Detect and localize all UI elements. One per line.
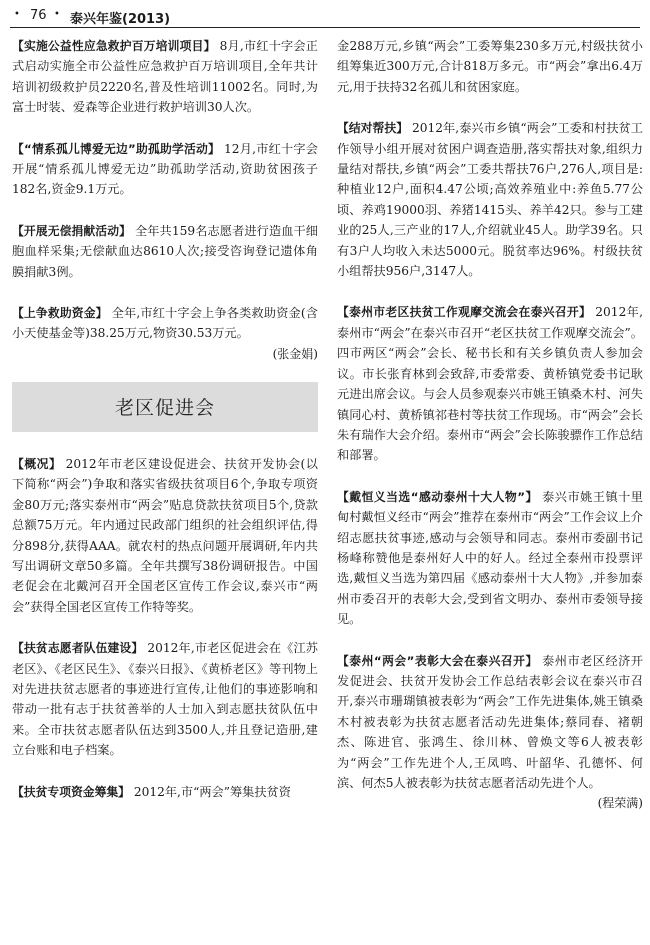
right-column [337,36,643,814]
left-column [12,36,318,823]
bullet-dot: • [54,9,60,20]
entry-body: 2012年,市老区促进会在《江苏老区》、《老区民生》、《泰兴日报》、《黄桥老区》等刊物上对先进扶贫志愿者的事迹进行宣传,让他们的事迹影响和带动一批有志于扶贫善举的人士加入到志愿扶贫队伍中来。全市扶贫志愿者队伍达到3500人,并且登记造册,建立台账和电子档案。 [12,641,318,758]
entry-touching-taizhou [337,487,643,630]
entry-body: 金288万元,乡镇“两会”工委筹集230多万元,村级扶贫小组筹集近300万元,合计818万多元。市“两会”拿出6.4万元,用于扶持32名孤儿和贫困家庭。 [337,39,643,94]
header-rule [10,27,640,28]
entry-commendation-meeting [337,651,643,811]
entry-overview [12,454,318,617]
entry-orphan-aid [12,139,318,200]
entry-body: 8月,市红十字会正式启动实施全市公益性应急救护百万培训项目,全年共计培训初级救护员2220名,普及性培训11002名。同时,为富士时装、爱森等企业进行救护培训30人次。 [12,39,318,115]
bullet-dot: • [14,9,20,20]
entry-body: 全年,市红十字会上争各类救助资金(含小天使基金等)38.25万元,物资30.53万元。 [12,306,318,341]
section-banner [12,382,318,432]
page-header [0,0,650,30]
author-signature: (张金娟) [272,346,318,361]
entry-observation-meeting [337,302,643,465]
page-number: 76 [30,8,47,23]
entry-title: 【扶贫专项资金筹集】 [12,784,130,799]
entry-body: 2012年市老区建设促进会、扶贫开发协会(以下简称“两会”)争取和落实省级扶贫项目6个,争取专项资金80万元;落实泰州市“两会”贴息贷款扶贫项目5个,贷款总额75万元。年内通过民政部门组织的社会组织评估,得分898分,获得AAA。就农村的热点问题开展调研,年内共写出调研文章50多篇。全年共撰写38份调研报告。中国老促会在北戴河召开全国老区宣传工作会议,泰兴市“两会”获得全国老区宣传工作特等奖。 [12,456,318,614]
entry-relief-funds [12,303,318,344]
entry-title: 【“情系孤儿博爱无边”助孤助学活动】 [12,141,220,156]
entry-body: 全年共159名志愿者进行造血干细胞血样采集;无偿献血达8610人次;接受咨询登记遗体角膜捐献3例。 [12,223,318,279]
section-title: 老区促进会 [114,397,215,420]
entry-body: 泰兴市姚王镇十里甸村戴恒义经市“两会”推荐在泰州市“两会”工作会议上介绍志愿扶贫事迹,感动与会领导和同志。泰州市委副书记杨峰称赞他是泰州好人中的好人。经过全泰州市投票评选,戴恒义当选为第四届《感动泰州十大人物》,并参加泰州市委召开的表彰大会,受到省文明办、泰州市委领导接见。 [337,489,643,627]
entry-body: 2012年,泰州市“两会”在泰兴市召开“老区扶贫工作观摩交流会”。四市两区“两会”会长、秘书长和有关乡镇负责人参加会议。市长张育林到会致辞,市委常委、黄桥镇党委书记耿元进出席会议。与会人员参观泰兴市姚王镇桑木村、河失镇同心村、黄桥镇祁巷村等扶贫工作现场。市“两会”会长朱有瑞作大会介绍。泰州市“两会”会长陈骏骠作工作总结和部署。 [337,305,643,463]
entry-title: 【扶贫志愿者队伍建设】 [12,641,144,656]
entry-title: 【概况】 [12,456,62,471]
entry-body: 12月,市红十字会开展“情系孤儿博爱无边”助孤助学活动,资助贫困孩子182名,资金9.1万元。 [12,141,318,197]
entry-body: 2012年,泰兴市乡镇“两会”工委和村扶贫工作领导小组开展对贫困户调查造册,落实帮扶对象,组织力量结对帮扶,乡镇“两会”工委共帮扶76户,276人,项目是:种植业12户,面积4.47公顷;高效养殖业中:养鱼5.77公顷、养鸡19000羽、养猪1415头、养羊42只。参与工建业的25人,三产业的17人,介绍就业45人。助学39名。只有3户人均收入未达5000元。脱贫率达96%。村级扶贫小组帮扶956户,3147人。 [337,121,643,279]
book-title: 泰兴年鉴(2013) [70,12,171,27]
entry-title: 【实施公益性应急救护百万培训项目】 [12,39,216,53]
entry-body: 2012年,市“两会”筹集扶贫资 [129,784,291,799]
entry-pairing-assistance [337,118,643,281]
entry-title: 【开展无偿捐献活动】 [12,223,131,238]
entry-title: 【泰州市老区扶贫工作观摩交流会在泰兴召开】 [337,305,592,320]
entry-fund-raising-continued [337,36,643,97]
entry-title: 【结对帮扶】 [337,121,409,136]
entry-title: 【泰州“两会”表彰大会在泰兴召开】 [337,653,538,668]
entry-fund-raising [12,782,318,802]
entry-body: 泰州市老区经济开发促进会、扶贫开发协会工作总结表彰会议在泰兴市召开,泰兴市珊瑚镇被表彰为“两会”工作先进集体,姚王镇桑木村被表彰为扶贫志愿者活动先进集体;蔡同春、褚朝杰、陈进官、张鸿生、徐川林、曾焕文等6人被表彰为“两会”工作先进个人,王凤鸣、叶韶华、孔德怀、何滨、何杰5人被表彰为扶贫志愿者活动先进个人。 [337,653,643,790]
entry-volunteer-team [12,638,318,760]
author-signature: (程荣满) [597,796,643,811]
entry-title: 【上争救助资金】 [12,306,108,321]
entry-title: 【戴恒义当选“感动泰州十大人物”】 [337,489,538,504]
entry-donation [12,221,318,282]
entry-first-aid-training [12,36,318,118]
